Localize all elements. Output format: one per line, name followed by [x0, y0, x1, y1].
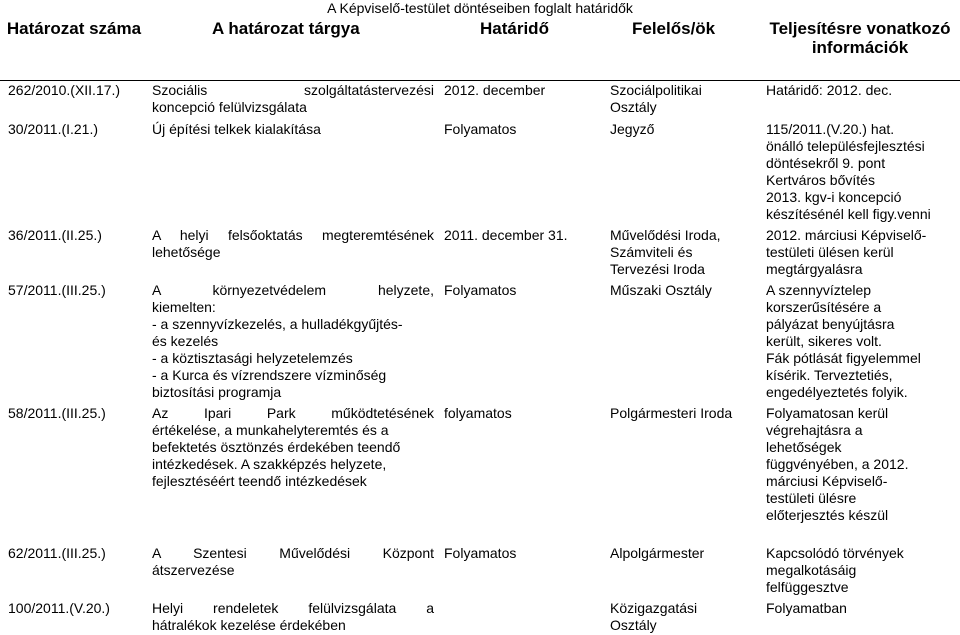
row-number: 36/2011.(II.25.) [8, 227, 102, 243]
row-responsible: Közigazgatási Osztály [610, 600, 698, 633]
row-info: 2012. márciusi Képviselő- testületi ülésen kerül megtárgyalásra [766, 227, 927, 277]
subject-first-line: A környezetvédelem helyzete, [152, 282, 434, 298]
subject-first-line: Az Ipari Park működtetésének [152, 405, 434, 421]
subject-rest: kiemelten: - a szennyvízkezelés, a hulladékgyűjtés- és kezelés - a köztisztasági helyzetelemzés - a Kurca és vízrendszere vízminőség biztosítási programja [152, 299, 403, 400]
subject-rest: értékelése, a munkahelyteremtés és a befektetés ösztönzés érdekében teendő intézkedések. A szakképzés helyzete, fejlesztéséért teendő intézkedések [152, 422, 401, 489]
row-number: 262/2010.(XII.17.) [8, 82, 121, 98]
subject-first-line: Helyi rendeletek felülvizsgálata a [152, 600, 434, 616]
row-info: Kapcsolódó törvények megalkotásáig felfüggesztve [766, 545, 904, 595]
subject-first-line: A Szentesi Művelődési Központ [152, 545, 434, 561]
row-deadline: Folyamatos [444, 282, 517, 298]
row-responsible: Polgármesteri Iroda [610, 405, 733, 421]
row-number: 30/2011.(I.21.) [8, 121, 99, 137]
row-number: 100/2011.(V.20.) [8, 600, 110, 616]
row-number: 62/2011.(III.25.) [8, 545, 106, 561]
row-deadline: Folyamatos [444, 545, 517, 561]
header-completion: Teljesítésre vonatkozó információk [769, 19, 951, 57]
header-responsible: Felelős/ök [632, 19, 716, 38]
subject-rest: lehetősége [152, 244, 221, 260]
row-subject [152, 545, 434, 579]
row-subject [152, 227, 434, 261]
subject-rest: átszervezése [152, 562, 235, 578]
subject-rest: koncepció felülvizsgálata [152, 99, 307, 115]
row-subject [152, 600, 434, 634]
row-number: 58/2011.(III.25.) [8, 405, 106, 421]
header-subject: A határozat tárgya [212, 19, 360, 38]
header-number: Határozat száma [6, 19, 142, 38]
row-deadline: 2012. december [444, 82, 546, 98]
row-number: 57/2011.(III.25.) [8, 282, 106, 298]
subject-first-line: Szociális szolgáltatástervezési [152, 82, 434, 98]
subject-rest: hátralékok kezelése érdekében [152, 617, 346, 633]
row-responsible: Alpolgármester [610, 545, 705, 561]
row-deadline: Folyamatos [444, 121, 517, 137]
row-subject [152, 405, 434, 490]
row-responsible: Szociálpolitikai Osztály [610, 82, 702, 115]
row-subject [152, 121, 434, 138]
row-deadline: folyamatos [444, 405, 512, 421]
row-info: Folyamatosan kerül végrehajtásra a lehetőségek függvényében, a 2012. márciusi Képviselő- testületi ülésre előterjesztés készül [766, 405, 909, 523]
row-responsible: Jegyző [610, 121, 655, 137]
row-responsible: Műszaki Osztály [610, 282, 712, 298]
header-rule [0, 80, 960, 81]
row-info: A szennyvíztelep korszerűsítésére a pályázat benyújtásra került, sikeres volt. Fák pótlását figyelemmel kísérik. Terveztetiés, engedélyeztetés folyik. [766, 282, 921, 400]
row-subject [152, 82, 434, 116]
row-subject [152, 282, 434, 401]
subject-first-line: A helyi felsőoktatás megteremtésének [152, 227, 434, 243]
subject-rest: Új építési telkek kialakítása [152, 121, 321, 137]
row-info: Határidő: 2012. dec. [766, 82, 893, 98]
row-info: Folyamatban [766, 600, 847, 616]
row-info: 115/2011.(V.20.) hat. önálló településfejlesztési döntésekről 9. pont Kertváros bővítés 2013. kgv-i koncepció készítésénél kell figy.venni [766, 121, 931, 222]
row-deadline: 2011. december 31. [444, 227, 568, 243]
page-title: A Képviselő-testület döntéseiben foglalt határidők [327, 0, 633, 16]
header-deadline: Határidő [480, 19, 549, 38]
row-responsible: Művelődési Iroda, Számviteli és Tervezési Iroda [610, 227, 721, 277]
